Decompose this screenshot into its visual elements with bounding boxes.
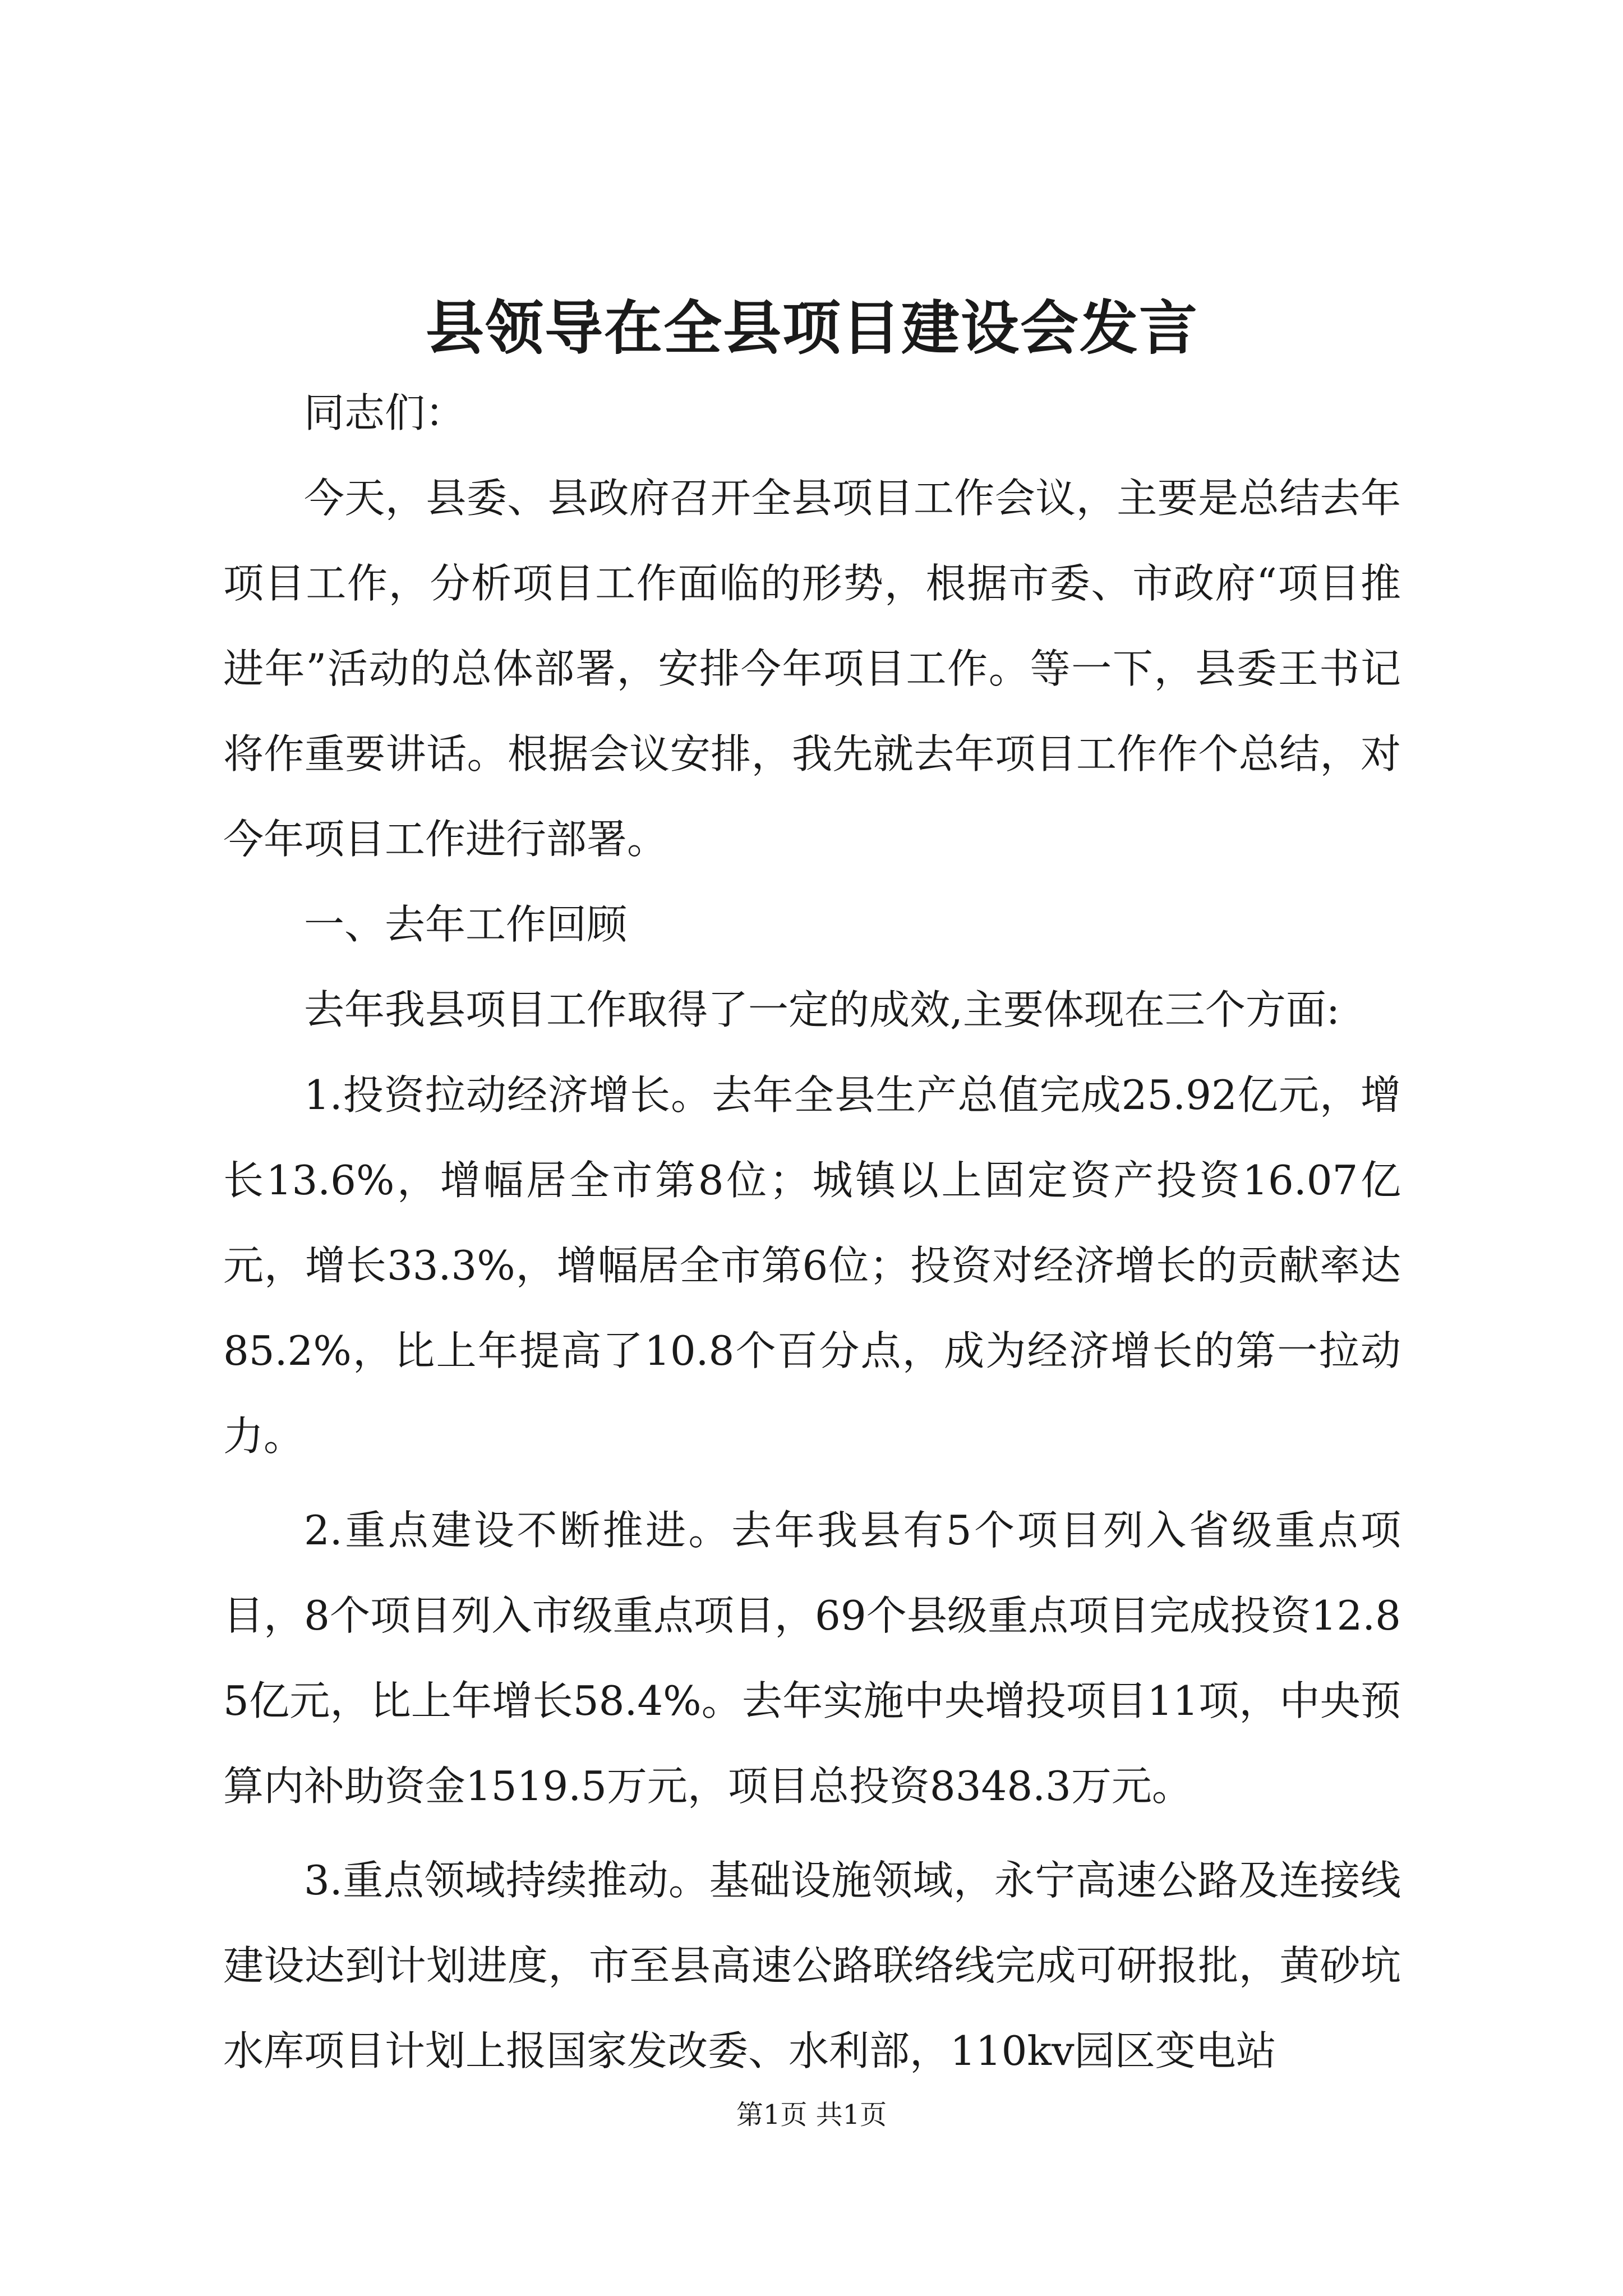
point-3-paragraph: 3.重点领域持续推动。基础设施领域，永宁高速公路及连接线建设达到计划进度，市至县高速公路联络线完成可研报批，黄砂坑水库项目计划上报国家发改委、水利部，110kv园区变电站	[223, 1857, 1401, 2074]
summary-paragraph: 去年我县项目工作取得了一定的成效,主要体现在三个方面:	[304, 986, 1340, 1033]
intro-paragraph: 今天，县委、县政府召开全县项目工作会议，主要是总结去年项目工作，分析项目工作面临的形势，根据市委、市政府“项目推进年”活动的总体部署，安排今年项目工作。等一下，县委王书记将作重要讲话。根据会议安排，我先就去年项目工作作个总结，对今年项目工作进行部署。	[223, 475, 1401, 863]
document-body	[223, 286, 1401, 2093]
section-heading: 一、去年工作回顾	[304, 901, 628, 948]
page-footer: 第1页 共1页	[736, 2099, 887, 2131]
document-title: 县领导在全县项目建设会发言	[425, 293, 1198, 362]
salutation-paragraph: 同志们：	[304, 389, 466, 436]
point-2-paragraph: 2.重点建设不断推进。去年我县有5个项目列入省级重点项目，8个项目列入市级重点项目，69个县级重点项目完成投资12.85亿元，比上年增长58.4%。去年实施中央增投项目11项，中央预算内补助资金1519.5万元，项目总投资8348.3万元。	[223, 1507, 1401, 1810]
point-1-paragraph: 1.投资拉动经济增长。去年全县生产总值完成25.92亿元，增长13.6%，增幅居全市第8位；城镇以上固定资产投资16.07亿元，增长33.3%，增幅居全市第6位；投资对经济增长的贡献率达85.2%，比上年提高了10.8个百分点，成为经济增长的第一拉动力。	[223, 1071, 1401, 1460]
